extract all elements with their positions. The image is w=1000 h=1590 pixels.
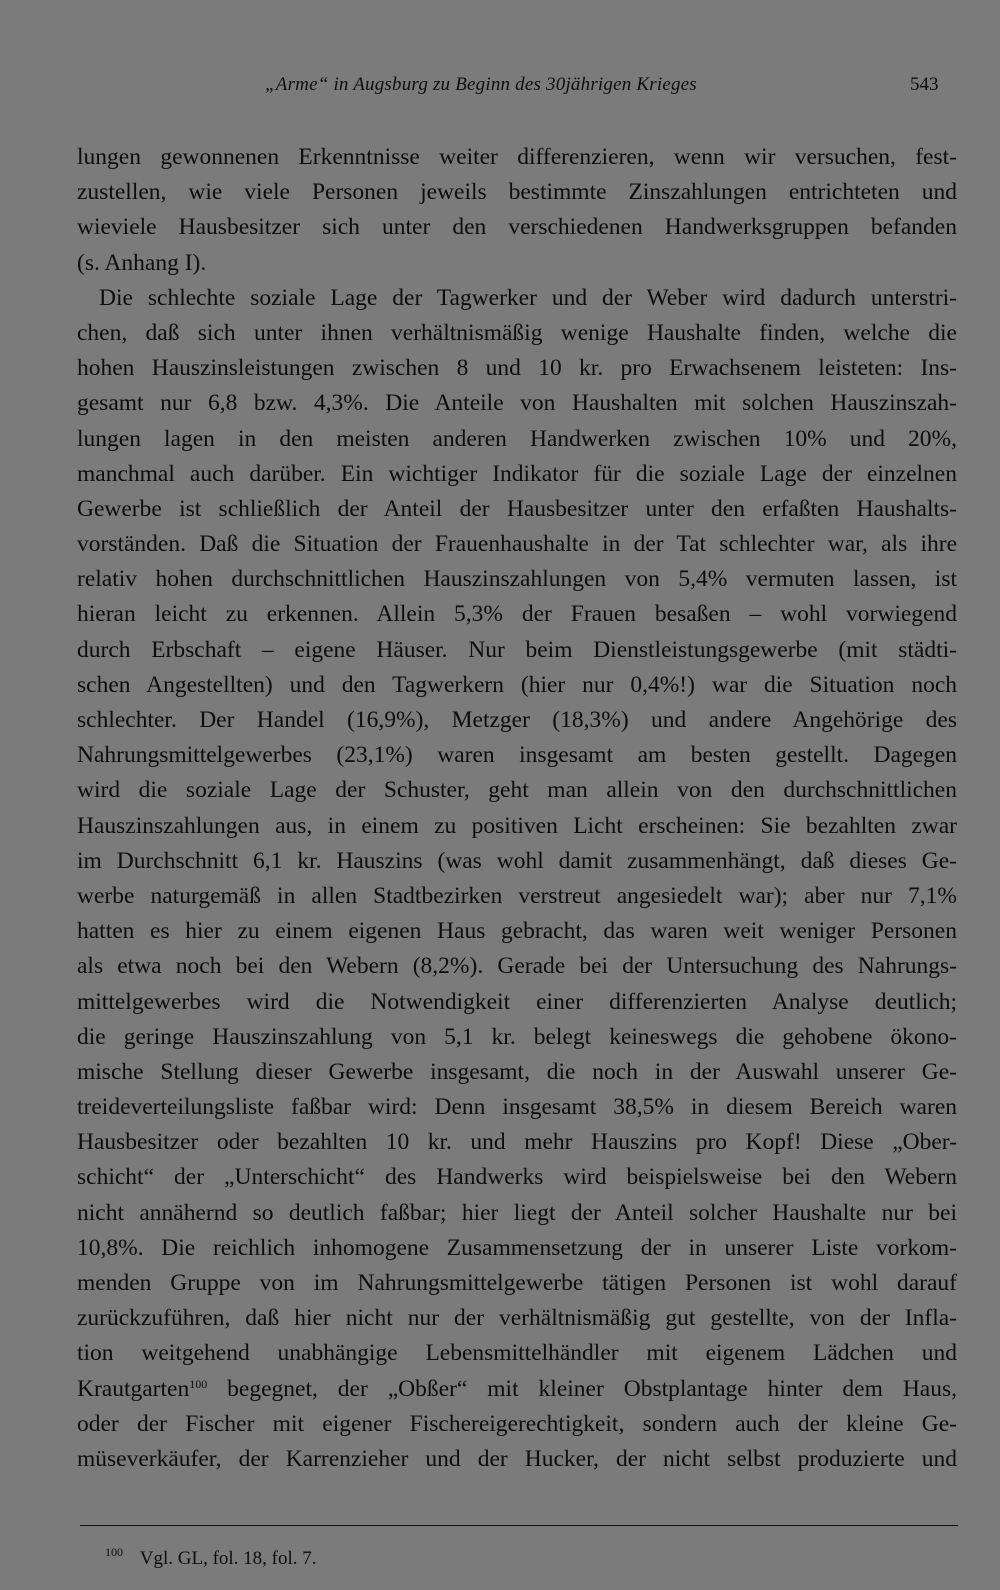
- text-line: manchmal auch darüber. Ein wichtiger Indikator für die soziale Lage der einzelnen: [77, 460, 957, 487]
- text-line: Hauszinszahlungen aus, in einem zu positiven Licht erscheinen: Sie bezahlten zwar: [77, 812, 957, 839]
- text-line: schicht“ der „Unterschicht“ des Handwerks wird beispielsweise bei den Webern: [77, 1164, 957, 1191]
- footnote: [105, 1545, 317, 1570]
- text-line: oder der Fischer mit eigener Fischereigerechtigkeit, sondern auch der kleine Ge-: [77, 1410, 957, 1437]
- text-line: im Durchschnitt 6,1 kr. Hauszins (was wohl damit zusammenhängt, daß dieses Ge-: [77, 847, 957, 874]
- footnote-text: Vgl. GL, fol. 18, fol. 7.: [139, 1548, 317, 1569]
- text-line: werbe naturgemäß in allen Stadtbezirken verstreut angesiedelt war); aber nur 7,1%: [77, 882, 957, 909]
- text-line: Die schlechte soziale Lage der Tagwerker und der Weber wird dadurch unterstri-: [99, 284, 957, 311]
- footnote-divider: [80, 1525, 958, 1526]
- text-line: lungen lagen in den meisten anderen Handwerken zwischen 10% und 20%,: [77, 425, 957, 452]
- text-line: wird die soziale Lage der Schuster, geht man allein von den durchschnittlichen: [77, 777, 957, 804]
- text-line: zustellen, wie viele Personen jeweils bestimmte Zinszahlungen entrichteten und: [77, 179, 957, 206]
- text-line: 10,8%. Die reichlich inhomogene Zusammensetzung der in unserer Liste vorkom-: [77, 1234, 957, 1261]
- body-text: [77, 140, 957, 1477]
- text-line: hohen Hauszinsleistungen zwischen 8 und 10 kr. pro Erwachsenem leisteten: Ins-: [77, 355, 957, 382]
- text-line: chen, daß sich unter ihnen verhältnismäßig wenige Haushalte finden, welche die: [77, 319, 957, 346]
- text-line-start: Krautgarten: [77, 1375, 190, 1402]
- text-line: Hausbesitzer oder bezahlten 10 kr. und mehr Hauszins pro Kopf! Diese „Ober-: [77, 1129, 957, 1156]
- text-line: hieran leicht zu erkennen. Allein 5,3% der Frauen besaßen – wohl vorwiegend: [77, 601, 957, 628]
- text-line: lungen gewonnenen Erkenntnisse weiter differenzieren, wenn wir versuchen, fest-: [77, 144, 957, 170]
- text-line: schen Angestellten) und den Tagwerkern (hier nur 0,4%!) war die Situation noch: [77, 671, 957, 698]
- text-line-end: begegnet, der „Obßer“ mit kleiner Obstplantage hinter dem Haus,: [207, 1375, 957, 1402]
- text-line: Gewerbe ist schließlich der Anteil der Hausbesitzer unter den erfaßten Haushalts-: [77, 495, 957, 522]
- footnote-reference[interactable]: 100: [189, 1376, 208, 1391]
- text-line-with-footnote-ref: [77, 1372, 957, 1407]
- text-line: gesamt nur 6,8 bzw. 4,3%. Die Anteile von Haushalten mit solchen Hauszinszah-: [77, 390, 957, 417]
- text-line: die geringe Hauszinszahlung von 5,1 kr. belegt keineswegs die gehobene ökono-: [77, 1023, 957, 1050]
- text-line: mittelgewerbes wird die Notwendigkeit einer differenzierten Analyse deutlich;: [77, 988, 957, 1015]
- text-line: mische Stellung dieser Gewerbe insgesamt, die noch in der Auswahl unserer Ge-: [77, 1058, 957, 1085]
- text-line: nicht annähernd so deutlich faßbar; hier liegt der Anteil solcher Haushalte nur bei: [77, 1199, 957, 1226]
- text-line: relativ hohen durchschnittlichen Hauszinszahlungen von 5,4% vermuten lassen, ist: [77, 566, 957, 593]
- text-line: (s. Anhang I).: [77, 249, 207, 276]
- text-line: hatten es hier zu einem eigenen Haus gebracht, das waren weit weniger Personen: [77, 918, 957, 945]
- page-number: 543: [910, 74, 939, 95]
- text-line: vorständen. Daß die Situation der Frauenhaushalte in der Tat schlechter war, als ihre: [77, 531, 957, 558]
- text-line: tion weitgehend unabhängige Lebensmittelhändler mit eigenem Lädchen und: [77, 1340, 957, 1367]
- text-line: zurückzuführen, daß hier nicht nur der verhältnismäßig gut gestellte, von der Infla-: [77, 1305, 957, 1332]
- text-line: müseverkäufer, der Karrenzieher und der Hucker, der nicht selbst produzierte und: [77, 1445, 957, 1472]
- running-title: „Arme“ in Augsburg zu Beginn des 30jährigen Krieges: [265, 74, 697, 95]
- text-line: schlechter. Der Handel (16,9%), Metzger (18,3%) und andere Angehörige des: [77, 707, 957, 733]
- text-line: menden Gruppe von im Nahrungsmittelgewerbe tätigen Personen ist wohl darauf: [77, 1270, 957, 1296]
- text-line: wieviele Hausbesitzer sich unter den verschiedenen Handwerksgruppen befanden: [77, 214, 957, 241]
- footnote-number: 100: [105, 1545, 123, 1559]
- text-line: als etwa noch bei den Webern (8,2%). Gerade bei der Untersuchung des Nahrungs-: [77, 953, 957, 980]
- text-line: Nahrungsmittelgewerbes (23,1%) waren insgesamt am besten gestellt. Dagegen: [77, 742, 957, 769]
- text-line: treideverteilungsliste faßbar wird: Denn insgesamt 38,5% in diesem Bereich waren: [77, 1094, 957, 1121]
- text-line: durch Erbschaft – eigene Häuser. Nur beim Dienstleistungsgewerbe (mit städti-: [77, 636, 957, 663]
